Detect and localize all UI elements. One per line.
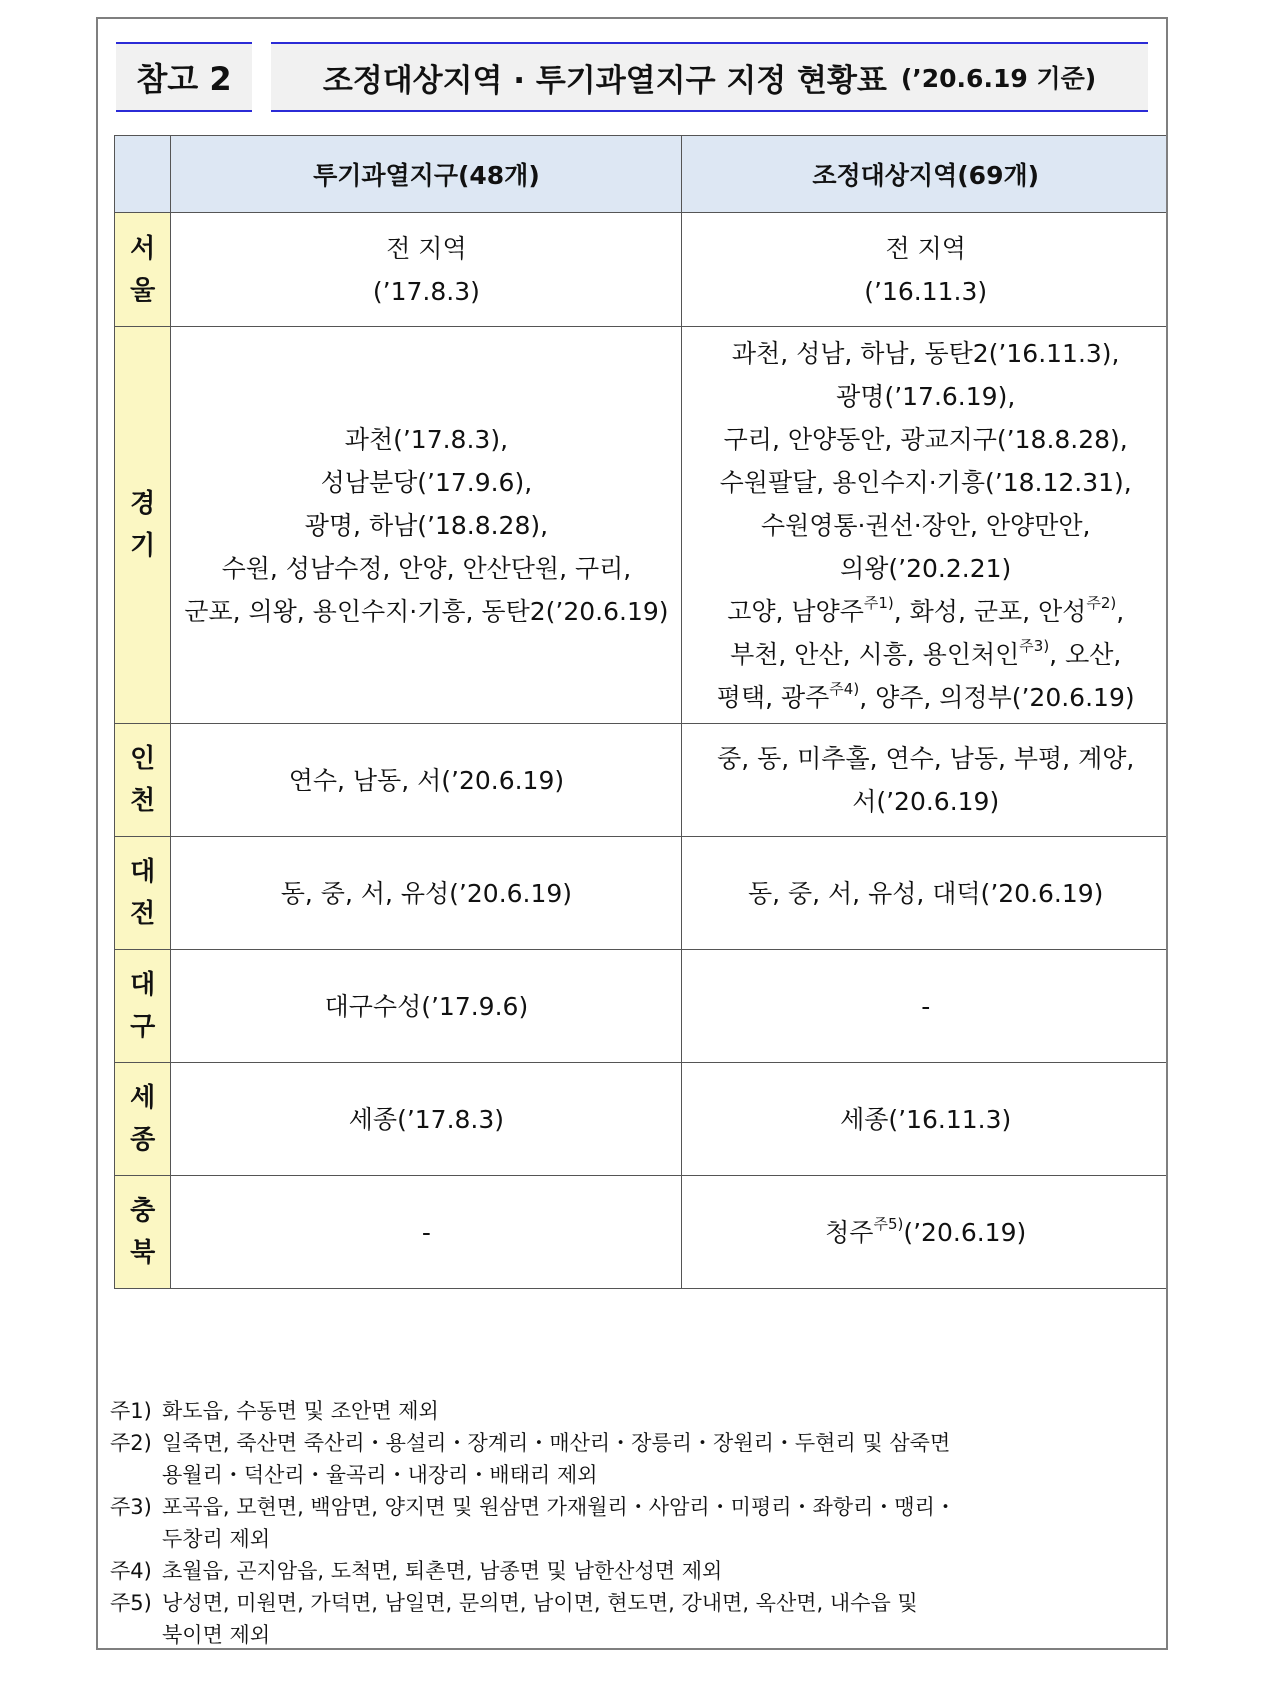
footnote-ref: 주3): [1019, 636, 1050, 655]
table-header-row: [115, 136, 1169, 213]
adjusted-cell: 중, 동, 미추홀, 연수, 남동, 부평, 계양, 서(’20.6.19): [682, 724, 1168, 837]
overheated-cell: 전 지역 (’17.8.3): [171, 213, 682, 327]
adjusted-cell: 전 지역 (’16.11.3): [682, 213, 1168, 327]
table-row-daegu: [115, 950, 1169, 1063]
title-text: 조정대상지역 · 투기과열지구 지정 현황표: [322, 62, 887, 99]
table-row-gyeonggi: [115, 327, 1169, 724]
table-row-daejeon: [115, 837, 1169, 950]
footnote-item: 주3) 포곡읍, 모현면, 백암면, 양지면 및 원삼면 가재월리・사암리・미평리・좌항리・맹리・ 두창리 제외: [110, 1495, 956, 1551]
footnote-ref: 주4): [829, 679, 860, 698]
adjusted-cell: 과천, 성남, 하남, 동탄2(’16.11.3), 광명(’17.6.19), 구리, 안양동안, 광교지구(’18.8.28), 수원팔달, 용인수지·기흥(’18.12.31), 수원영통·권선·장안, 안양만안, 의왕(’20.2.21) 고양, 남양주$^{주1)}$, 화성, 군포, 안성$^{주2)}$, 부천, 안산, 시흥, 용인처인$^{주3)}$, 오산, 평택, 광주$^{주4)}$, 양주, 의정부(’20.6.19): [682, 327, 1168, 724]
footnote-ref: 주1): [863, 593, 894, 612]
footnote-item: 주1) 화도읍, 수동면 및 조안면 제외: [110, 1399, 439, 1423]
overheated-cell: 세종(’17.8.3): [171, 1063, 682, 1176]
table-row-seoul: [115, 213, 1169, 327]
document-frame: [96, 17, 1168, 1650]
table-row-incheon: [115, 724, 1169, 837]
region-cell: 세 종: [115, 1063, 171, 1176]
region-cell: 대 구: [115, 950, 171, 1063]
footnote-item: 주5) 낭성면, 미원면, 가덕면, 남일면, 문의면, 남이면, 현도면, 강내면, 옥산면, 내수읍 및 북이면 제외: [110, 1591, 918, 1647]
overheated-cell: 대구수성(’17.9.6): [171, 950, 682, 1063]
page-title: [271, 42, 1148, 112]
footnote-ref: 주2): [1086, 593, 1117, 612]
table-row-chungbuk: [115, 1176, 1169, 1289]
footnote-item: 주4) 초월읍, 곤지암읍, 도척면, 퇴촌면, 남종면 및 남한산성면 제외: [110, 1559, 723, 1583]
title-date: (’20.6.19 기준): [900, 64, 1097, 93]
footnote-item: 주2) 일죽면, 죽산면 죽산리・용설리・장계리・매산리・장릉리・장원리・두현리 및 삼죽면 용월리・덕산리・율곡리・내장리・배태리 제외: [110, 1431, 951, 1487]
region-cell: 인 천: [115, 724, 171, 837]
footnote-ref: 주5): [873, 1214, 904, 1233]
reference-label: 참고 2: [116, 42, 252, 112]
overheated-cell: 동, 중, 서, 유성(’20.6.19): [171, 837, 682, 950]
designation-table: [114, 135, 1168, 1289]
adjusted-cell: 세종(’16.11.3): [682, 1063, 1168, 1176]
region-cell: 경 기: [115, 327, 171, 724]
col-header-adjusted: 조정대상지역(69개): [682, 136, 1168, 213]
region-cell: 충 북: [115, 1176, 171, 1289]
table-row-sejong: [115, 1063, 1169, 1176]
adjusted-cell: 청주$^{주5)}$(’20.6.19): [682, 1176, 1168, 1289]
corner-cell: [115, 136, 171, 213]
overheated-cell: 과천(’17.8.3), 성남분당(’17.9.6), 광명, 하남(’18.8.28), 수원, 성남수정, 안양, 안산단원, 구리, 군포, 의왕, 용인수지·기흥, 동탄2(’20.6.19): [171, 327, 682, 724]
region-cell: 서 울: [115, 213, 171, 327]
adjusted-cell: -: [682, 950, 1168, 1063]
region-cell: 대 전: [115, 837, 171, 950]
title-row: [116, 42, 1148, 112]
overheated-cell: -: [171, 1176, 682, 1289]
adjusted-cell: 동, 중, 서, 유성, 대덕(’20.6.19): [682, 837, 1168, 950]
footnotes: [110, 1395, 1146, 1650]
overheated-cell: 연수, 남동, 서(’20.6.19): [171, 724, 682, 837]
col-header-overheated: 투기과열지구(48개): [171, 136, 682, 213]
